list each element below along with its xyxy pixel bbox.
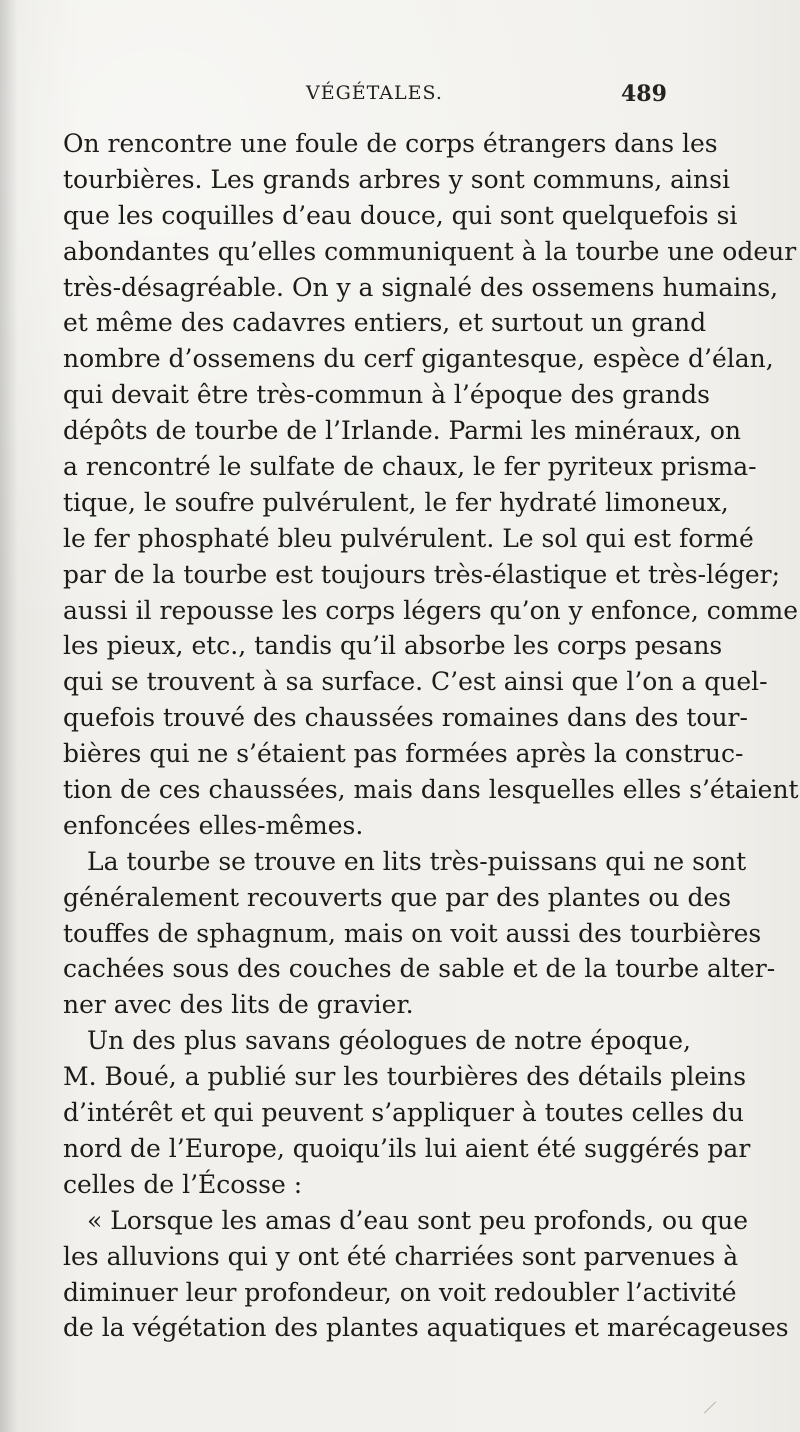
text-line: enfoncées elles-mêmes. (63, 810, 364, 840)
text-line: par de la tourbe est toujours très-élastique et très-léger; (63, 559, 781, 589)
text-line: dépôts de tourbe de l’Irlande. Parmi les minéraux, on (63, 416, 741, 446)
text-line: et même des cadavres entiers, et surtout un grand (63, 308, 707, 338)
text-line: ner avec des lits de gravier. (63, 990, 414, 1020)
text-line: bières qui ne s’étaient pas formées après la construc- (63, 739, 744, 769)
text-line: a rencontré le sulfate de chaux, le fer pyriteux prisma- (63, 452, 757, 482)
text-line: tion de ces chaussées, mais dans lesquelles elles s’étaient (63, 775, 799, 805)
text-line: Un des plus savans géologues de notre époque, (87, 1026, 691, 1056)
text-line: cachées sous des couches de sable et de la tourbe alter- (63, 954, 776, 984)
text-line: le fer phosphaté bleu pulvérulent. Le sol qui est formé (63, 523, 754, 553)
text-line: La tourbe se trouve en lits très-puissans qui ne sont (87, 846, 747, 876)
text-line: tourbières. Les grands arbres y sont communs, ainsi (63, 164, 730, 194)
page-header (0, 82, 800, 112)
page-spine-shadow (0, 0, 18, 1432)
text-line: d’intérêt et qui peuvent s’appliquer à toutes celles du (63, 1098, 744, 1128)
text-line: que les coquilles d’eau douce, qui sont quelquefois si (63, 200, 738, 230)
text-line: très-désagréable. On y a signalé des ossemens humains, (63, 272, 779, 302)
text-line: M. Boué, a publié sur les tourbières des détails pleins (63, 1062, 747, 1092)
text-line: de la végétation des plantes aquatiques et marécageuses (63, 1313, 789, 1343)
page-text-block (63, 126, 799, 1346)
text-line: celles de l’Écosse : (63, 1169, 303, 1199)
text-line: nombre d’ossemens du cerf gigantesque, espèce d’élan, (63, 344, 774, 374)
running-head: VÉGÉTALES. (306, 82, 443, 104)
text-line: touffes de sphagnum, mais on voit aussi des tourbières (63, 918, 762, 948)
text-line: abondantes qu’elles communiquent à la tourbe une odeur (63, 236, 797, 266)
text-line: qui se trouvent à sa surface. C’est ainsi que l’on a quel- (63, 667, 768, 697)
page-number: 489 (621, 81, 667, 107)
text-line: les pieux, etc., tandis qu’il absorbe les corps pesans (63, 631, 723, 661)
text-line: généralement recouverts que par des plantes ou des (63, 882, 732, 912)
text-line: On rencontre une foule de corps étrangers dans les (63, 129, 718, 158)
text-line: nord de l’Europe, quoiqu’ils lui aient été suggérés par (63, 1133, 751, 1163)
text-line: quefois trouvé des chaussées romaines dans des tour- (63, 703, 748, 733)
text-line: qui devait être très-commun à l’époque des grands (63, 380, 710, 410)
text-line: tique, le soufre pulvérulent, le fer hydraté limoneux, (63, 487, 729, 517)
text-line: diminuer leur profondeur, on voit redoubler l’activité (63, 1277, 737, 1307)
text-line: les alluvions qui y ont été charriées sont parvenues à (63, 1241, 739, 1271)
text-line: « Lorsque les amas d’eau sont peu profonds, ou que (87, 1205, 749, 1235)
page-corner-mark (704, 1401, 716, 1413)
text-line: aussi il repousse les corps légers qu’on y enfonce, comme (63, 595, 798, 625)
